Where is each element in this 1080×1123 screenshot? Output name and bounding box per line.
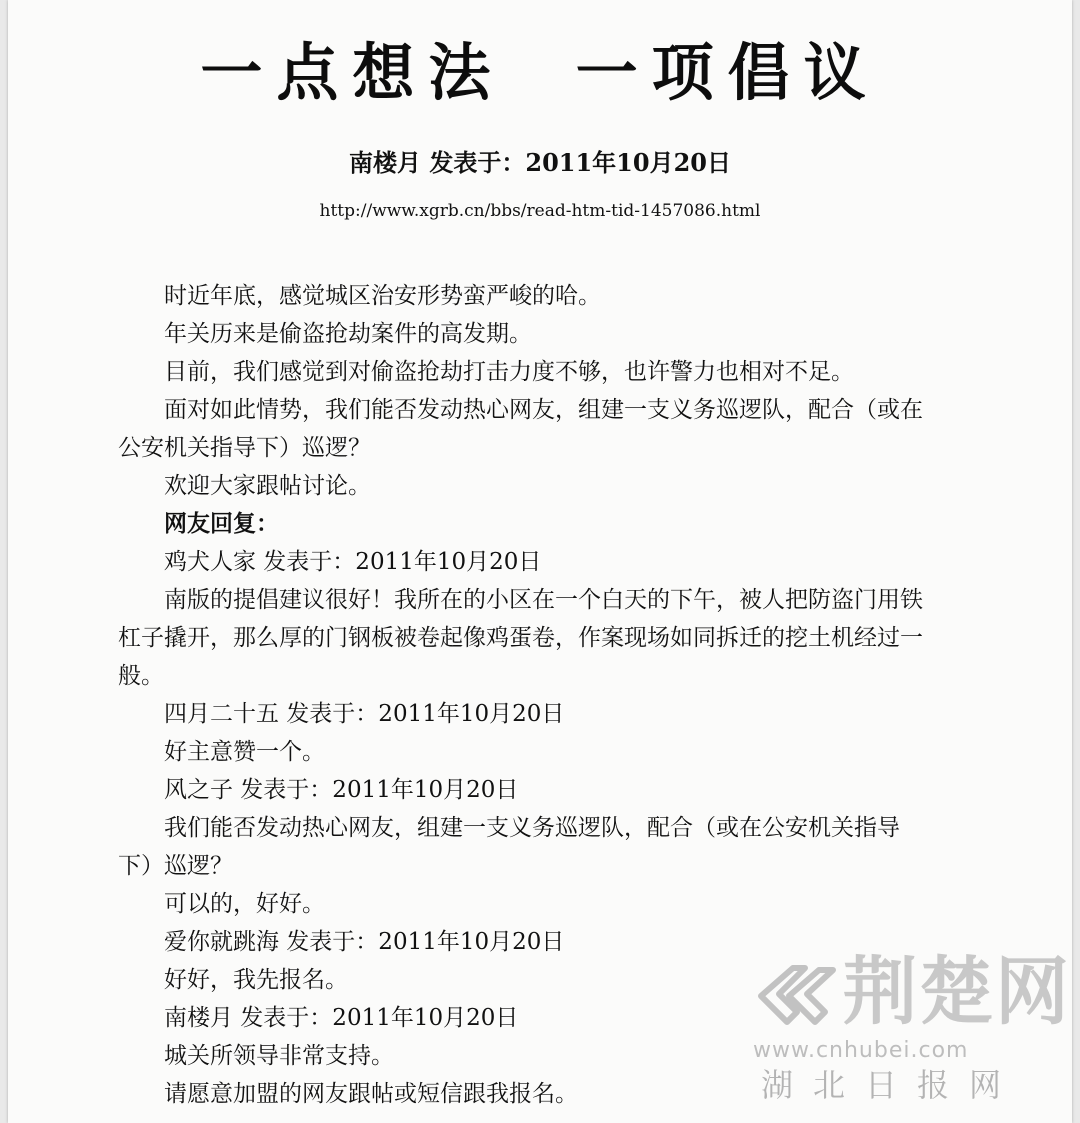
paragraph: 面对如此情势，我们能否发动热心网友，组建一支义务巡逻队，配合（或在公安机关指导下）巡逻？ — [118, 397, 923, 461]
cnhubei-logo-icon — [753, 960, 843, 1030]
watermark-name: 荆楚网 — [843, 949, 1071, 1035]
reply-author-line: 四月二十五 发表于：2011年10月20日 — [164, 701, 565, 727]
source-url: http://www.xgrb.cn/bbs/read-htm-tid-1457086.html — [319, 201, 761, 221]
reply-text: 好主意赞一个。 — [164, 739, 325, 765]
reply-author-line: 爱你就跳海 发表于：2011年10月20日 — [164, 929, 565, 955]
reply-text: 可以的，好好。 — [164, 891, 325, 917]
watermark-url: www.cnhubei.com — [753, 1038, 969, 1063]
watermark-subtitle: 湖北日报网 — [761, 1066, 1022, 1104]
reply-author-line: 南楼月 发表于：2011年10月20日 — [164, 1005, 519, 1031]
reply-text: 城关所领导非常支持。 — [164, 1043, 394, 1069]
reply-author-line: 风之子 发表于：2011年10月20日 — [164, 777, 519, 803]
reply-text: 我们能否发动热心网友，组建一支义务巡逻队，配合（或在公安机关指导下）巡逻？ — [118, 815, 900, 879]
reply-author-line: 鸡犬人家 发表于：2011年10月20日 — [164, 549, 542, 575]
paragraph: 时近年底，感觉城区治安形势蛮严峻的哈。 — [164, 283, 601, 309]
paragraph: 目前，我们感觉到对偷盗抢劫打击力度不够，也许警力也相对不足。 — [164, 359, 854, 385]
replies-heading: 网友回复： — [164, 510, 279, 537]
author-byline: 南楼月 发表于：2011年10月20日 — [349, 148, 731, 177]
watermark — [753, 950, 1073, 1110]
paragraph: 年关历来是偷盗抢劫案件的高发期。 — [164, 321, 532, 347]
reply-text: 南版的提倡建议很好！我所在的小区在一个白天的下午，被人把防盗门用铁杠子撬开，那么厚的门钢板被卷起像鸡蛋卷，作案现场如同拆迁的挖土机经过一般。 — [118, 587, 923, 689]
reply-text: 请愿意加盟的网友跟帖或短信跟我报名。 — [164, 1081, 578, 1107]
paragraph: 欢迎大家跟帖讨论。 — [164, 473, 371, 499]
reply-text: 好好，我先报名。 — [164, 967, 348, 993]
document-page — [8, 0, 1072, 1123]
document-title: 一点想法 一项倡议 — [200, 36, 880, 109]
